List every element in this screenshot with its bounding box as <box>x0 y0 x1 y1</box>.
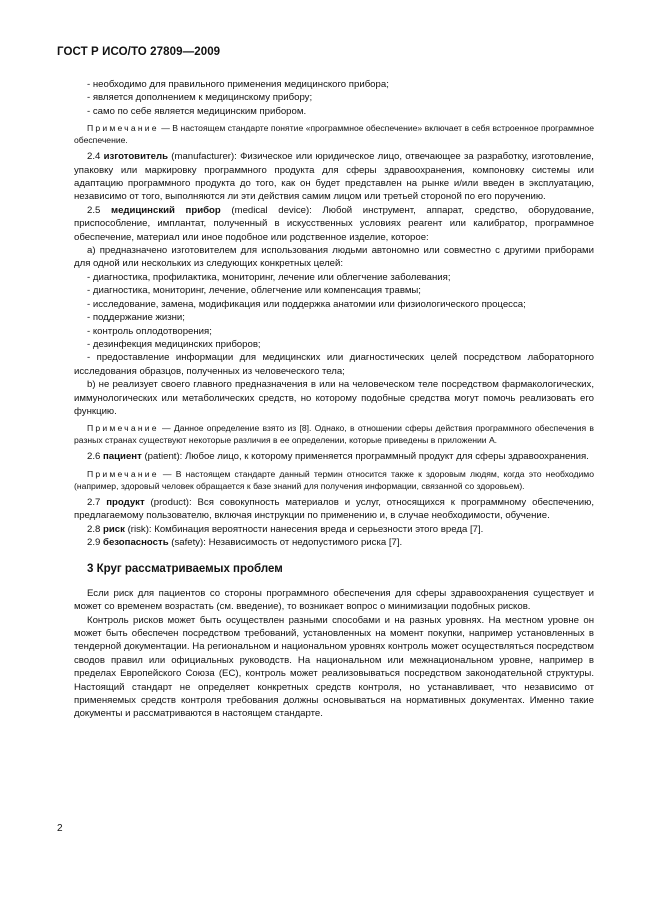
note-2 <box>74 422 594 446</box>
note-text: — В настоящем стандарте понятие «программное обеспечение» включает в себя встроенное программное обеспечение. <box>74 123 594 146</box>
definition-item-a: а) предназначено изготовителем для использования людьми автономно или совместно с другими приборами для одной или нескольких из следующих конкретных целей: <box>74 245 594 270</box>
definition-number: 2.7 <box>87 496 107 508</box>
definition-text: (safety): Независимость от недопустимого риска [7]. <box>168 536 403 548</box>
definition-2-9 <box>74 536 594 549</box>
definition-number: 2.9 <box>87 536 104 548</box>
document-body <box>74 78 594 721</box>
definition-number: 2.6 <box>87 451 104 463</box>
list-item: - дезинфекция медицинских приборов; <box>87 338 261 350</box>
definition-term: изготовитель <box>103 151 169 163</box>
bullet-item: - является дополнением к медицинскому прибору; <box>87 92 313 104</box>
bullet-item: - необходимо для правильного применения медицинского прибора; <box>87 79 389 90</box>
definition-text: (product): Вся совокупность материалов и услуг, относящихся к программному обеспечению, предлагаемому пользователю, включая инструкции по применению и, в случае необходимости, обучение. <box>74 496 594 522</box>
note-text: — В настоящем стандарте данный термин относится также к здоровым людям, когда это необходимо (например, здоровый человек обращается к базе знаний для получения информации, связанной со здоровьем). <box>74 468 594 491</box>
definition-2-4 <box>74 150 594 204</box>
definition-term: пациент <box>103 451 142 463</box>
note-label: Примечание <box>87 123 159 134</box>
note-label: Примечание <box>87 423 159 434</box>
list-item: - контроль оплодотворения; <box>87 325 212 337</box>
note-text: — Данное определение взято из [8]. Однако, в отношении сферы действия программного обеспечения в разных странах существуют некоторые различия в ее определении, которые приведены в приложении А. <box>74 423 594 446</box>
section-paragraph: Если риск для пациентов со стороны программного обеспечения для сферы здравоохранения существует и может со временем возрастать (см. введение), то возникает вопрос о минимизации подобных рисков. <box>74 587 594 613</box>
list-item: - диагностика, мониторинг, лечение, облегчение или компенсация травмы; <box>87 285 421 297</box>
definition-text: (risk): Комбинация вероятности нанесения вреда и серьезности этого вреда [7]. <box>124 523 484 535</box>
definition-2-6 <box>74 450 594 463</box>
definition-text: (patient): Любое лицо, к которому применяется программный продукт для сферы здравоохранения. <box>141 451 589 463</box>
definition-term: безопасность <box>103 536 169 548</box>
definition-number: 2.8 <box>87 523 104 535</box>
definition-text: (medical device): Любой инструмент, аппарат, средство, оборудование, приспособление, имплантат, полученный в искусственных условиях реагент или калибратор, программное обеспечение, материал или иное подобное или родственное изделие, которое: <box>74 204 594 243</box>
definition-term: медицинский прибор <box>110 204 221 216</box>
definition-term: продукт <box>106 496 145 508</box>
definition-2-7 <box>74 496 594 523</box>
list-item: - исследование, замена, модификация или поддержка анатомии или физиологического процесса; <box>87 298 526 310</box>
list-item: - предоставление информации для медицинских или диагностических целей посредством лабораторного исследования образцов, полученных из человеческого тела; <box>74 352 594 377</box>
document-header: ГОСТ Р ИСО/ТО 27809—2009 <box>57 46 221 58</box>
definition-text: (manufacturer): Физическое или юридическое лицо, отвечающее за разработку, изготовление, упаковку или маркировку программного продукта для сферы здравоохранения, компоновку системы или адаптацию программного продукта до того, как он будет представлен на рынке и/или введен в эксплуатацию, независимо от того, выполняются ли эти действия самим лицом или третьей стороной по его поручению. <box>74 151 594 203</box>
list-item: - диагностика, профилактика, мониторинг, лечение или облегчение заболевания; <box>87 271 451 283</box>
section-heading: 3 Круг рассматриваемых проблем <box>87 563 283 576</box>
definition-number: 2.4 <box>87 151 104 163</box>
note-1 <box>74 122 594 146</box>
definition-number: 2.5 <box>87 204 111 216</box>
page-number: 2 <box>57 823 63 834</box>
definition-item-b: b) не реализует своего главного предназначения в или на человеческом теле посредством фармакологических, иммунологических или метаболических средств, но которому подобные средства могут помочь реализовать его функцию. <box>74 379 594 417</box>
note-3 <box>74 468 594 492</box>
definition-2-5 <box>74 204 594 244</box>
definition-2-8 <box>74 523 594 536</box>
note-label: Примечание <box>87 468 159 479</box>
section-paragraph: Контроль рисков может быть осуществлен разными способами и на разных уровнях. На местном уровне он может быть обеспечен посредством требований, установленных на момент покупки, например установленных в тендерной документации. На региональном и национальном уровнях контроль может осуществляться посредством сводов правил или официальных руководств. На национальном или межнациональном уровне, например в пределах Европейского Союза (ЕС), контроль может реализовываться посредством законодательной структуры. Настоящий стандарт не определяет конкретных средств контроля, но устанавливает, что независимо от применяемых средств контроля требования должны основываться на нормативных документах. Именно такие документы и рассматриваются в настоящем стандарте. <box>74 614 594 720</box>
bullet-item: - само по себе является медицинским прибором. <box>87 105 307 117</box>
list-item: - поддержание жизни; <box>87 312 185 324</box>
definition-term: риск <box>103 523 125 535</box>
